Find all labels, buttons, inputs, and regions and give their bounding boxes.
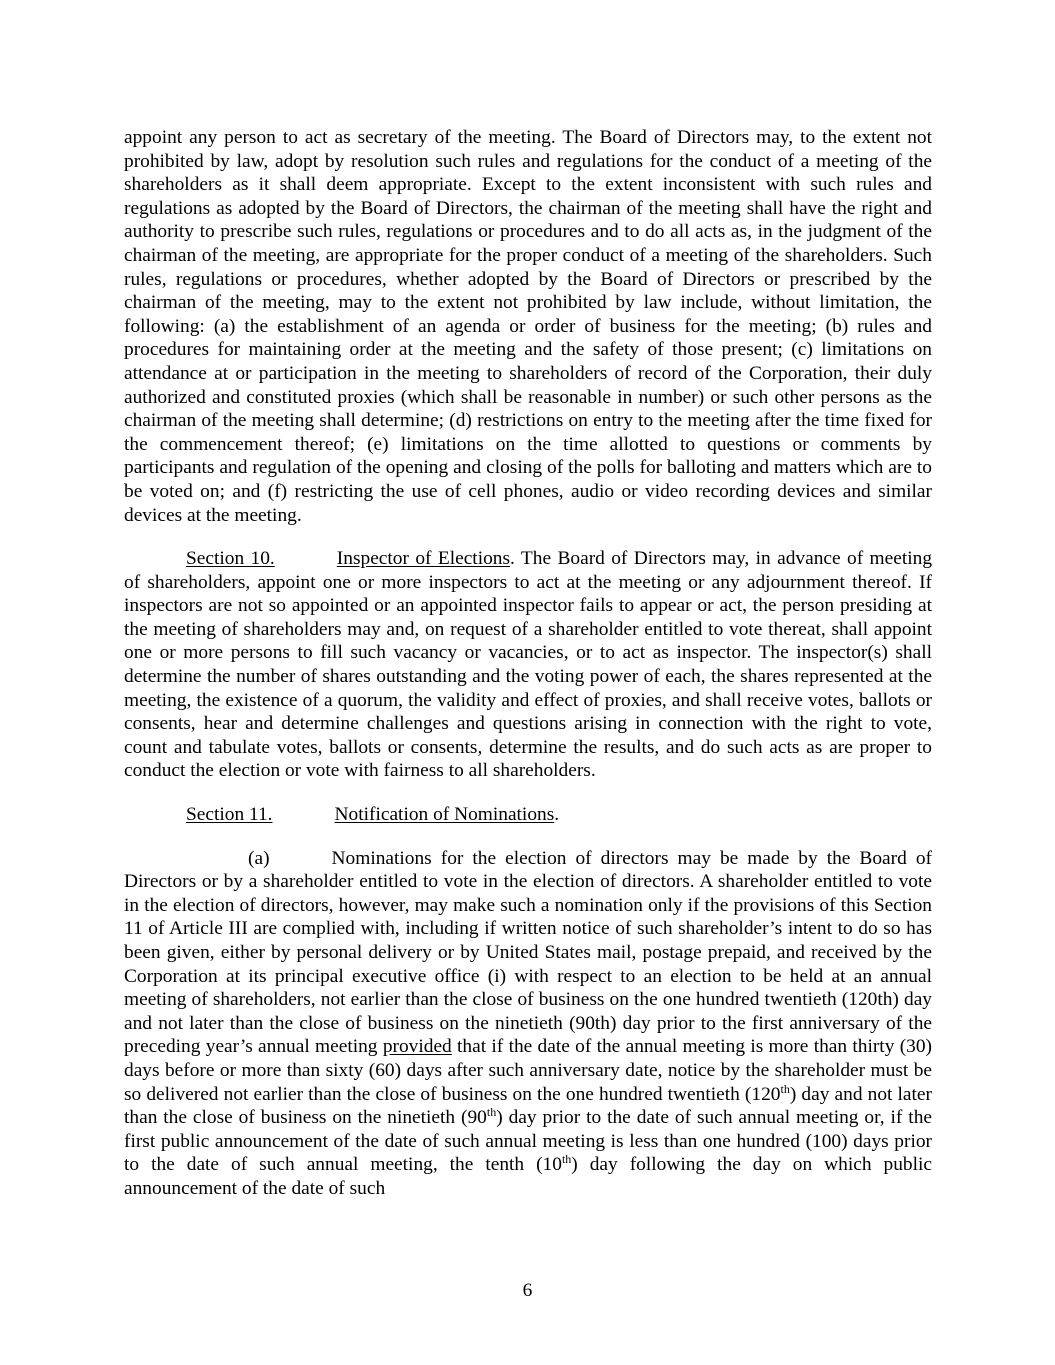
section-11a-text-3: ) day and not later than the close of business on the ninetieth (90 — [124, 1083, 932, 1129]
paragraph-rules-of-conduct: appoint any person to act as secretary of the meeting. The Board of Directors may, to the extent not prohibited by law, adopt by resolution such rules and regulations for the conduct of a meeting of the shareholders as it shall deem appropriate. Except to the extent inconsistent with such rules and regulations as adopted by the Board of Directors, the chairman of the meeting shall have the right and authority to prescribe such rules, regulations or procedures and to do all acts as, in the judgment of the chairman of the meeting, are appropriate for the proper conduct of a meeting of the shareholders. Such rules, regulations or procedures, whether adopted by the Board of Directors or prescribed by the chairman of the meeting, may to the extent not prohibited by law include, without limitation, the following: (a) the establishment of an agenda or order of business for the meeting; (b) rules and procedures for maintaining order at the meeting and the safety of those present; (c) limitations on attendance at or participation in the meeting to shareholders of record of the Corporation, their duly authorized and constituted proxies (which shall be reasonable in number) or such other persons as the chairman of the meeting shall determine; (d) restrictions on entry to the meeting after the time fixed for the commencement thereof; (e) limitations on the time allotted to questions or comments by participants and regulation of the opening and closing of the polls for balloting and matters which are to be voted on; and (f) restricting the use of cell phones, audio or video recording devices and similar devices at the meeting. — [124, 127, 932, 526]
section-11a-text-2: that if the date of the annual meeting is more than thirty (30) days before or more than sixty (60) days after such anniversary date, notice by the shareholder must be so delivered not earlier than the close of business on the one hundred twentieth (120 — [124, 1036, 932, 1105]
section-11a-paragraph — [124, 847, 932, 1201]
section-11-heading — [124, 803, 932, 827]
section-10-title-punct: . — [510, 548, 515, 570]
section-11a-marker: (a) — [248, 847, 270, 869]
section-10-body: The Board of Directors may, in advance of meeting of shareholders, appoint one or more inspectors to act at the meeting or any adjournment thereof. If inspectors are not so appointed or an appointed inspector fails to appear or act, the person presiding at the meeting of shareholders may and, on request of a shareholder entitled to vote thereat, shall appoint one or more persons to fill such vacancy or vacancies, or to act as inspector. The inspector(s) shall determine the number of shares outstanding and the voting power of each, the shares represented at the meeting, the existence of a quorum, the validity and effect of proxies, and shall receive votes, ballots or consents, hear and determine challenges and questions arising in connection with the right to vote, count and tabulate votes, ballots or consents, determine the results, and do such acts as are proper to conduct the election or vote with fairness to all shareholders. — [124, 548, 933, 782]
section-11a-text-1: Nominations for the election of directors may be made by the Board of Directors or by a shareholder entitled to vote in the election of directors. A shareholder entitled to vote in the election of directors, however, may make such a nomination only if the provisions of this Section 11 of Article III are complied with, including if written notice of such shareholder’s intent to do so has been given, either by personal delivery or by United States mail, postage prepaid, and received by the Corporation at its principal executive office (i) with respect to an election to be held at an annual meeting of shareholders, not earlier than the close of business on the one hundred twentieth (120th) day and not later than the close of business on the ninetieth (90th) day prior to the first anniversary of the preceding year’s annual meeting — [124, 847, 932, 1058]
section-11-title-punct: . — [554, 804, 560, 826]
ordinal-superscript: th — [561, 1152, 572, 1167]
section-10-label: Section 10. — [186, 548, 275, 570]
section-11-title: Notification of Nominations — [334, 804, 555, 826]
page-number: 6 — [522, 1280, 533, 1301]
section-10-paragraph — [124, 547, 932, 783]
section-10-title: Inspector of Elections — [336, 548, 511, 570]
provided-term: provided — [382, 1036, 452, 1058]
section-11a-text-5: ) day following the day on which public announcement of the date of such — [124, 1154, 932, 1199]
paragraph-gap — [124, 827, 932, 847]
ordinal-superscript: th — [486, 1105, 497, 1120]
section-11a-text-4: ) day prior to the date of such annual meeting or, if the first public announcement of the date of such annual meeting is less than one hundred (100) days prior to the date of such annual meeting, the tenth (10 — [124, 1107, 932, 1176]
document-body — [124, 126, 932, 1201]
ordinal-superscript: th — [780, 1081, 790, 1096]
paragraph-gap — [124, 527, 932, 547]
section-11-label: Section 11. — [186, 804, 273, 826]
paragraph-gap — [124, 783, 932, 803]
